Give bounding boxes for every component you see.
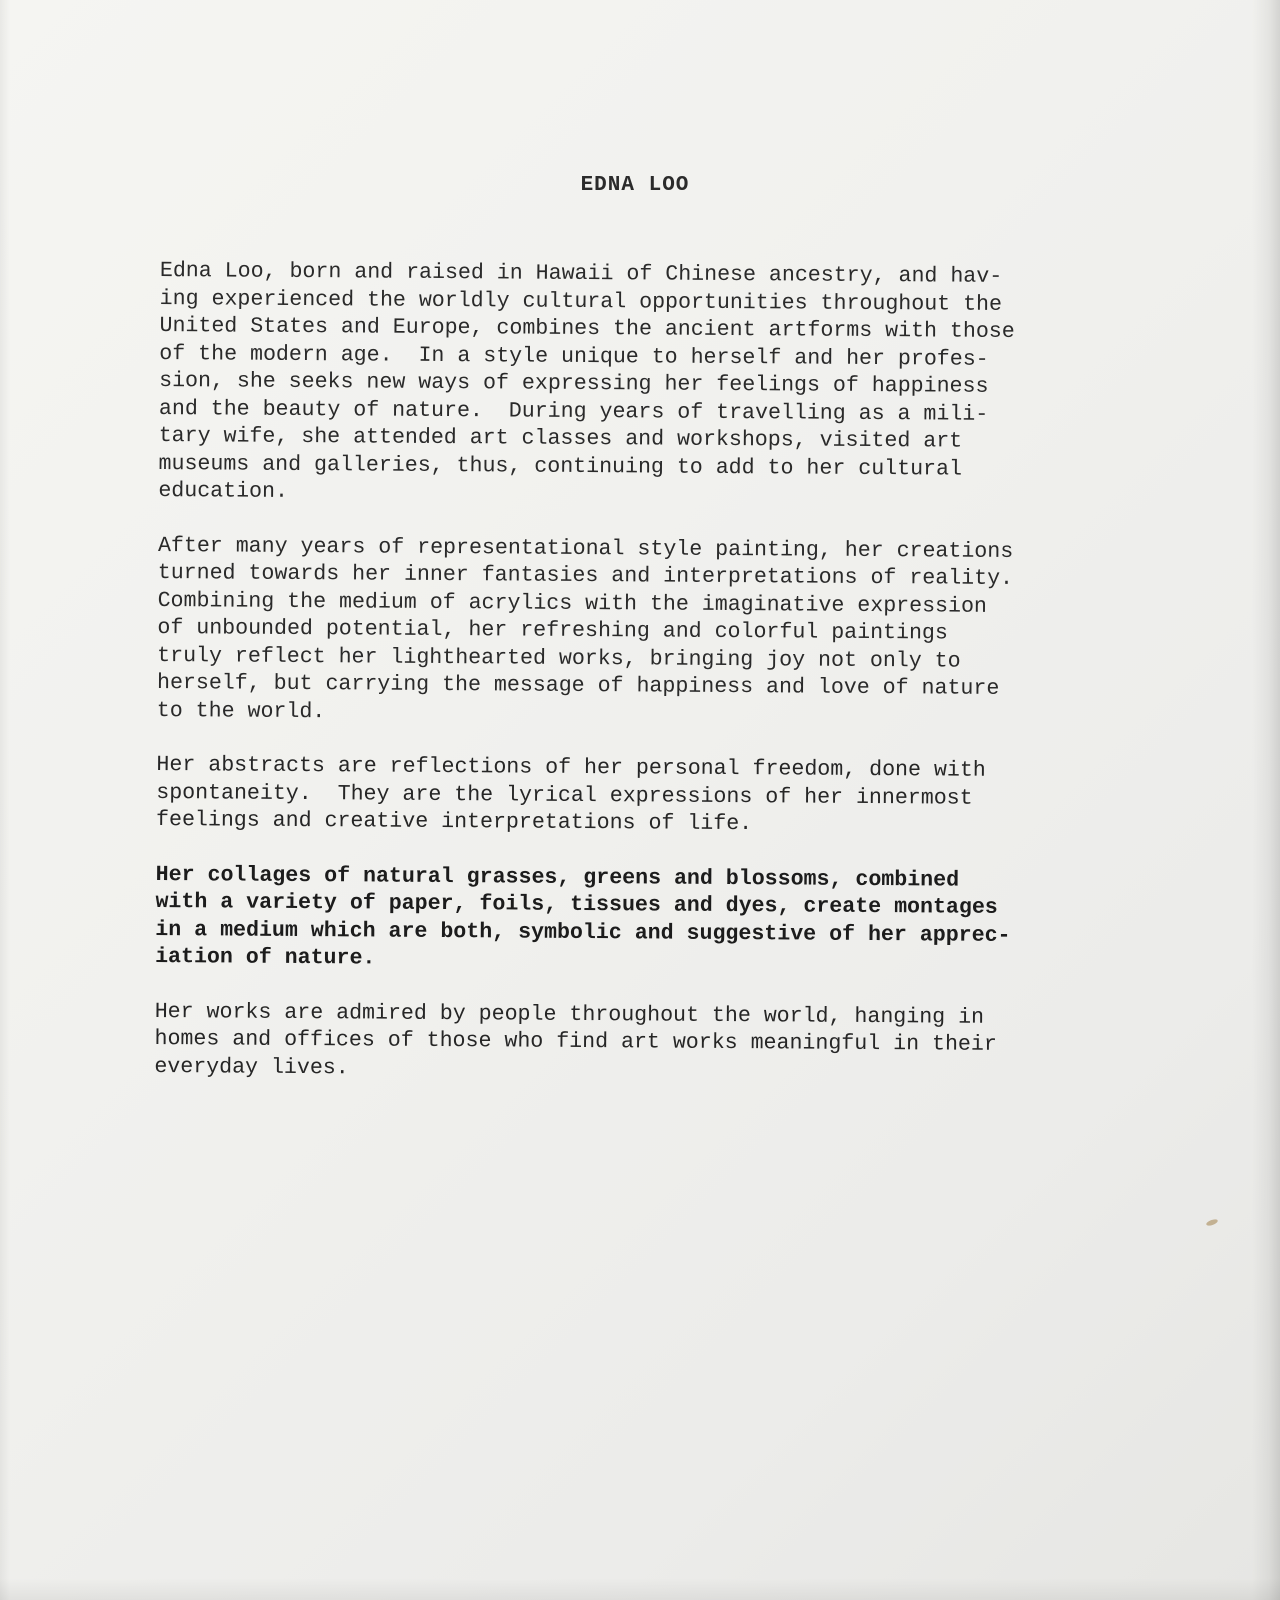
- paper-stain: [1206, 1218, 1219, 1227]
- page-title: EDNA LOO: [580, 174, 690, 197]
- page-edge-shadow-bottom: [0, 1578, 1280, 1600]
- paragraph-abstracts: Her abstracts are reflections of her personal freedom, done with spontaneity. They are the lyrical expressions of her innermost feelings and creative interpretations of life.: [155, 752, 986, 837]
- paragraph-intro: Edna Loo, born and raised in Hawaii of Chinese ancestry, and hav- ing experienced the worldly cultural opportunities throughout the United States and Europe, combines the ancient artforms with those of the modern age. In a style unique to herself and her profes- sion, she seeks new ways of expressing her feelings of happiness and the beauty of nature. During years of travelling as a mili- tary wife, she attended art classes and workshops, visited art museums and galleries, thus, continuing to add to her cultural education.: [158, 258, 1015, 504]
- page-edge-shadow-right: [1252, 0, 1280, 1600]
- paragraph-painting: After many years of representational style painting, her creations turned towards her inner fantasies and interpretations of reality. Combining the medium of acrylics with the imaginative expression of unbounded potential, her refreshing and colorful paintings truly reflect her lighthearted works, bringing joy not only to herself, but carrying the message of happiness and love of nature to the world.: [156, 533, 1014, 724]
- page-edge-shadow-left: [0, 0, 10, 1600]
- biography-body: [154, 258, 1190, 1115]
- paragraph-works: Her works are admired by people throughout the world, hanging in homes and offices of those who find art works meaningful in their everyday lives.: [154, 999, 997, 1080]
- paragraph-collages: Her collages of natural grasses, greens and blossoms, combined with a variety of paper, foils, tissues and dyes, create montages in a medium which are both, symbolic and suggestive of her apprec- iation of nature.: [155, 862, 1011, 971]
